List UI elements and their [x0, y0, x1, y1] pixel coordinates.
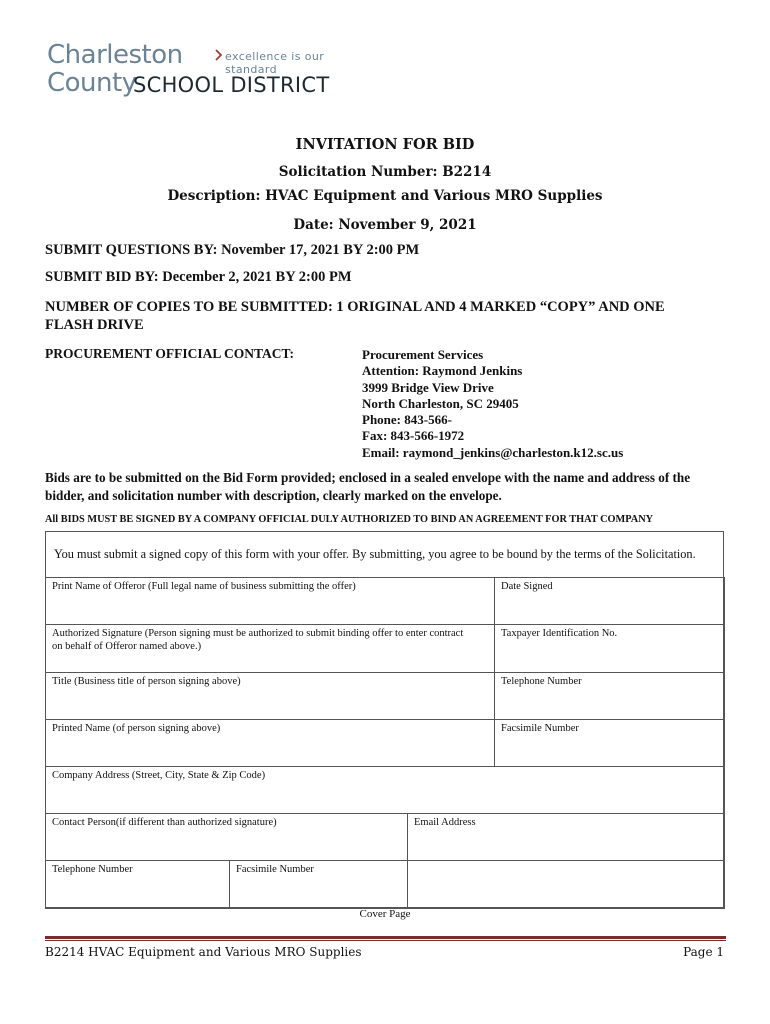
page-number: Page 1 — [683, 945, 724, 959]
signature-notice: All BIDS MUST BE SIGNED BY A COMPANY OFFICIAL DULY AUTHORIZED TO BIND AN AGREEMENT FOR THAT COMPANY — [45, 514, 654, 525]
document-title: INVITATION FOR BID — [295, 136, 475, 153]
field-label: Company Address (Street, City, State & Zip Code) — [52, 770, 266, 781]
taxpayer-id-field[interactable] — [494, 624, 725, 673]
bid-signature-form — [45, 531, 724, 908]
contact-line: North Charleston, SC 29405 — [362, 395, 519, 411]
printed-name-field[interactable] — [45, 719, 495, 767]
telephone-number-field[interactable] — [45, 860, 230, 909]
field-label: Telephone Number — [52, 864, 133, 875]
field-label: Title (Business title of person signing above) — [52, 676, 241, 687]
footer-title: B2214 HVAC Equipment and Various MRO Supplies — [45, 945, 362, 959]
footer-divider-thin — [45, 940, 726, 941]
footer-divider — [45, 936, 726, 939]
field-label: Authorized Signature (Person signing must be authorized to submit binding offer to enter contract on behalf of Offeror named above.) — [52, 628, 464, 652]
contact-person-field[interactable] — [45, 813, 408, 861]
solicitation-date: Date: November 9, 2021 — [293, 217, 477, 233]
solicitation-description: Description: HVAC Equipment and Various MRO Supplies — [167, 188, 603, 204]
field-label: Date Signed — [501, 581, 553, 592]
field-label: Telephone Number — [501, 676, 582, 687]
telephone-field[interactable] — [494, 672, 725, 720]
field-label: Printed Name (of person signing above) — [52, 723, 221, 734]
copies-requirement-line2: FLASH DRIVE — [45, 317, 144, 333]
bid-deadline: SUBMIT BID BY: December 2, 2021 BY 2:00 PM — [45, 269, 352, 285]
facsimile-number-field[interactable] — [229, 860, 408, 909]
contact-label: PROCUREMENT OFFICIAL CONTACT: — [45, 346, 295, 361]
title-field[interactable] — [45, 672, 495, 720]
print-name-field[interactable] — [45, 577, 495, 625]
logo-tagline: excellence is our standard — [225, 50, 325, 76]
copies-requirement-line1: NUMBER OF COPIES TO BE SUBMITTED: 1 ORIGINAL AND 4 MARKED “COPY” AND ONE — [45, 299, 665, 315]
contact-line: Phone: 843-566- — [362, 412, 452, 428]
form-intro: You must submit a signed copy of this form with your offer. By submitting, you agree to be bound by the terms of the Solicitation. — [54, 547, 696, 561]
contact-address-block — [362, 347, 623, 461]
logo-line-county: County — [47, 68, 137, 98]
contact-email: Email: raymond_jenkins@charleston.k12.sc.us — [362, 444, 624, 460]
chevron-right-icon — [215, 49, 223, 61]
contact-line: Fax: 843-566-1972 — [362, 428, 465, 444]
contact-line: 3999 Bridge View Drive — [362, 379, 494, 395]
submission-instructions: Bids are to be submitted on the Bid Form provided; enclosed in a sealed envelope with the name and address of the bidder, and solicitation number with description, clearly marked on the envelope. — [45, 470, 691, 503]
logo-line-charleston: Charleston — [47, 40, 183, 70]
email-address-field[interactable] — [407, 813, 725, 861]
district-logo — [47, 40, 367, 100]
cover-page-label: Cover Page — [359, 908, 411, 920]
authorized-signature-field[interactable] — [45, 624, 495, 673]
facsimile-field[interactable] — [494, 719, 725, 767]
contact-line: Procurement Services — [362, 347, 484, 362]
questions-deadline: SUBMIT QUESTIONS BY: November 17, 2021 BY 2:00 PM — [45, 242, 420, 258]
field-label: Taxpayer Identification No. — [501, 628, 618, 639]
logo-line-school-district: SCHOOL DISTRICT — [133, 73, 330, 97]
field-label: Facsimile Number — [236, 864, 314, 875]
field-label: Print Name of Offeror (Full legal name of business submitting the offer) — [52, 581, 356, 592]
blank-cell[interactable] — [407, 860, 725, 909]
field-label: Facsimile Number — [501, 723, 579, 734]
field-label: Email Address — [414, 817, 476, 828]
solicitation-number: Solicitation Number: B2214 — [278, 164, 492, 180]
contact-line: Attention: Raymond Jenkins — [362, 363, 523, 379]
company-address-field[interactable] — [45, 766, 725, 814]
date-signed-field[interactable] — [494, 577, 725, 625]
field-label: Contact Person(if different than authorized signature) — [52, 817, 277, 828]
